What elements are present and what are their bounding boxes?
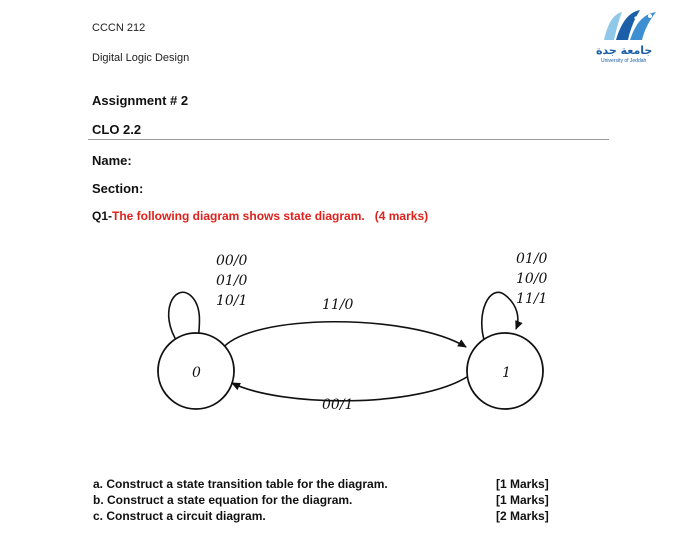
task-b-marks: [1 Marks]	[496, 493, 549, 507]
state-0-label: 0	[192, 365, 201, 381]
task-list	[93, 476, 388, 524]
task-c-marks: [2 Marks]	[496, 509, 549, 523]
loop-0-label-1: 00/0	[216, 253, 248, 269]
question-1	[92, 209, 428, 223]
question-text: The following diagram shows state diagram.	[112, 209, 365, 223]
loop-1-label-2: 10/0	[516, 271, 548, 287]
assignment-title: Assignment # 2	[92, 93, 189, 108]
loop-1-label-1: 01/0	[516, 251, 548, 267]
question-marks: (4 marks)	[374, 209, 429, 223]
university-name-arabic: جامعة جدة	[596, 44, 653, 57]
clo-label: CLO 2.2	[92, 122, 142, 137]
name-label: Name:	[92, 153, 132, 168]
university-name-english: University of Jeddah	[601, 58, 647, 64]
loop-0-label-3: 10/1	[216, 293, 248, 309]
task-a-marks: [1 Marks]	[496, 477, 549, 491]
transition-0-to-1-arrow	[222, 322, 466, 349]
task-c: c. Construct a circuit diagram.	[93, 509, 266, 523]
task-a: a. Construct a state transition table for the diagram.	[93, 477, 388, 491]
course-name: Digital Logic Design	[92, 52, 190, 64]
task-marks	[496, 476, 549, 524]
state-diagram	[150, 243, 570, 423]
divider	[88, 139, 609, 140]
transition-0-to-1-label: 11/0	[322, 297, 354, 313]
course-code: CCCN 212	[92, 22, 146, 34]
section-label: Section:	[92, 181, 144, 196]
question-prefix: Q1-	[92, 209, 113, 223]
university-logo	[592, 6, 664, 66]
loop-1-label-3: 11/1	[516, 291, 548, 307]
transition-1-to-0-label: 00/1	[322, 397, 354, 413]
state-1-label: 1	[502, 365, 511, 381]
task-b: b. Construct a state equation for the diagram.	[93, 493, 353, 507]
loop-0-label-2: 01/0	[216, 273, 248, 289]
